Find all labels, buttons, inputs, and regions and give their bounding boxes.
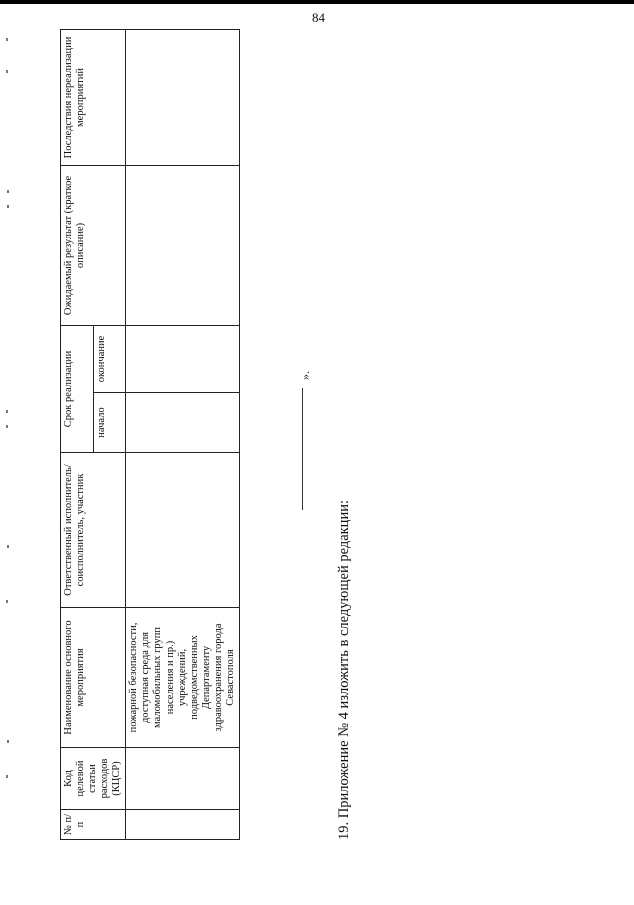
cell-num [126, 810, 240, 840]
header-end: окончание [93, 325, 126, 392]
closing-quote: ». [298, 371, 312, 380]
activity-name-line: пожарной безопасности, [128, 622, 140, 733]
scan-speck [7, 190, 9, 193]
header-responsible: Ответственный исполнитель/соисполнитель, участник [61, 453, 126, 608]
cell-end [126, 325, 240, 392]
cell-responsible [126, 453, 240, 608]
table-row [126, 29, 240, 839]
scan-speck [6, 775, 8, 778]
header-period: Срок реализации [61, 325, 94, 452]
activity-name-line: учреждений, [176, 648, 188, 707]
header-num: № п/п [61, 810, 126, 840]
cell-consequences [126, 29, 240, 165]
cell-expected-result [126, 165, 240, 325]
cell-kcsr [126, 748, 240, 810]
header-expected-result: Ожидаемый результат (краткое описание) [61, 165, 126, 325]
cell-activity-name [126, 608, 240, 748]
separator-line [302, 388, 303, 510]
scan-speck [7, 740, 9, 743]
rotated-page-content [60, 30, 350, 840]
scan-speck [7, 205, 9, 208]
scan-speck [7, 545, 9, 548]
scan-speck [6, 410, 8, 413]
header-kcsr: Код целевой статьи расходов (КЦСР) [61, 748, 126, 810]
top-border [0, 0, 634, 4]
scan-speck [6, 38, 8, 41]
activities-table [60, 29, 240, 840]
activity-name-line: маломобильных групп [152, 627, 164, 728]
scan-speck [6, 425, 8, 428]
activity-name-line: подведомственных [188, 635, 200, 720]
cell-start [126, 393, 240, 453]
activity-name-line: здравоохранения города [212, 623, 224, 732]
activity-name-line: Севастополя [224, 649, 236, 706]
activity-name-line: населения и пр.) [164, 640, 176, 715]
scan-speck [6, 70, 8, 73]
page-number: 84 [312, 10, 325, 25]
scan-speck [6, 600, 8, 603]
paragraph-19: 19. Приложение № 4 изложить в следующей редакции: [336, 500, 352, 840]
header-consequences: Последствия нереализации мероприятий [61, 29, 126, 165]
activity-name-line: Департаменту [200, 645, 212, 710]
header-activity-name: Наименование основного мероприятия [61, 608, 126, 748]
header-start: начало [93, 393, 126, 453]
table-header-row [61, 29, 94, 839]
activity-name-line: доступная среда для [140, 631, 152, 724]
